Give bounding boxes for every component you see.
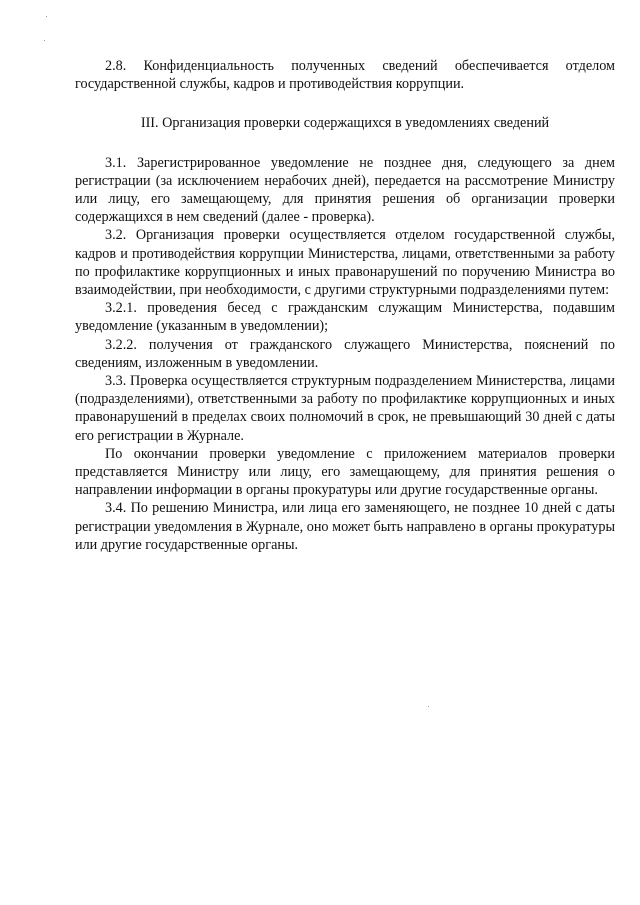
paragraph-2-8: 2.8. Конфиденциальность полученных сведений обеспечивается отделом государственной службы, кадров и противодействия коррупции.	[75, 58, 615, 93]
paragraph-3-1: 3.1. Зарегистрированное уведомление не позднее дня, следующего за днем регистрации (за исключением нерабочих дней), передается на рассмотрение Министру или лицу, его замещающему, для принятия решения об организации проверки содержащихся в нем сведений (далее - проверка).	[75, 154, 615, 226]
paragraph-3-2-1: 3.2.1. проведения бесед с гражданским служащим Министерства, подавшим уведомление (указанным в уведомлении);	[75, 300, 615, 335]
scan-speck	[44, 40, 45, 41]
paragraph-3-2: 3.2. Организация проверки осуществляется отделом государственной службы, кадров и противодействия коррупции Министерства, лицами, ответственными за работу по профилактике коррупционных и иных правонарушений по поручению Министра во взаимодействии, при необходимости, с другими структурными подразделениями путем:	[75, 227, 615, 299]
paragraph-3-4: 3.4. По решению Министра, или лица его заменяющего, не позднее 10 дней с даты регистрации уведомления в Журнале, оно может быть направлено в органы прокуратуры или другие государственные органы.	[75, 500, 615, 553]
scan-speck	[428, 706, 429, 707]
paragraph-3-3: 3.3. Проверка осуществляется структурным подразделением Министерства, лицами (подразделениями), ответственными за работу по профилактике коррупционных и иных правонарушений в пределах своих полномочий в срок, не превышающий 30 дней с даты его регистрации в Журнале.	[75, 373, 615, 444]
document-body	[75, 57, 615, 554]
section-heading: III. Организация проверки содержащихся в уведомлениях сведений	[140, 115, 550, 132]
paragraph-after-review: По окончании проверки уведомление с приложением материалов проверки представляется Министру или лицу, его замещающему, для принятия решения о направлении информации в органы прокуратуры или другие государственные органы.	[75, 445, 615, 499]
paragraph-3-2-2: 3.2.2. получения от гражданского служащего Министерства, пояснений по сведениям, изложенным в уведомлении.	[75, 336, 615, 371]
scan-speck	[46, 16, 47, 17]
